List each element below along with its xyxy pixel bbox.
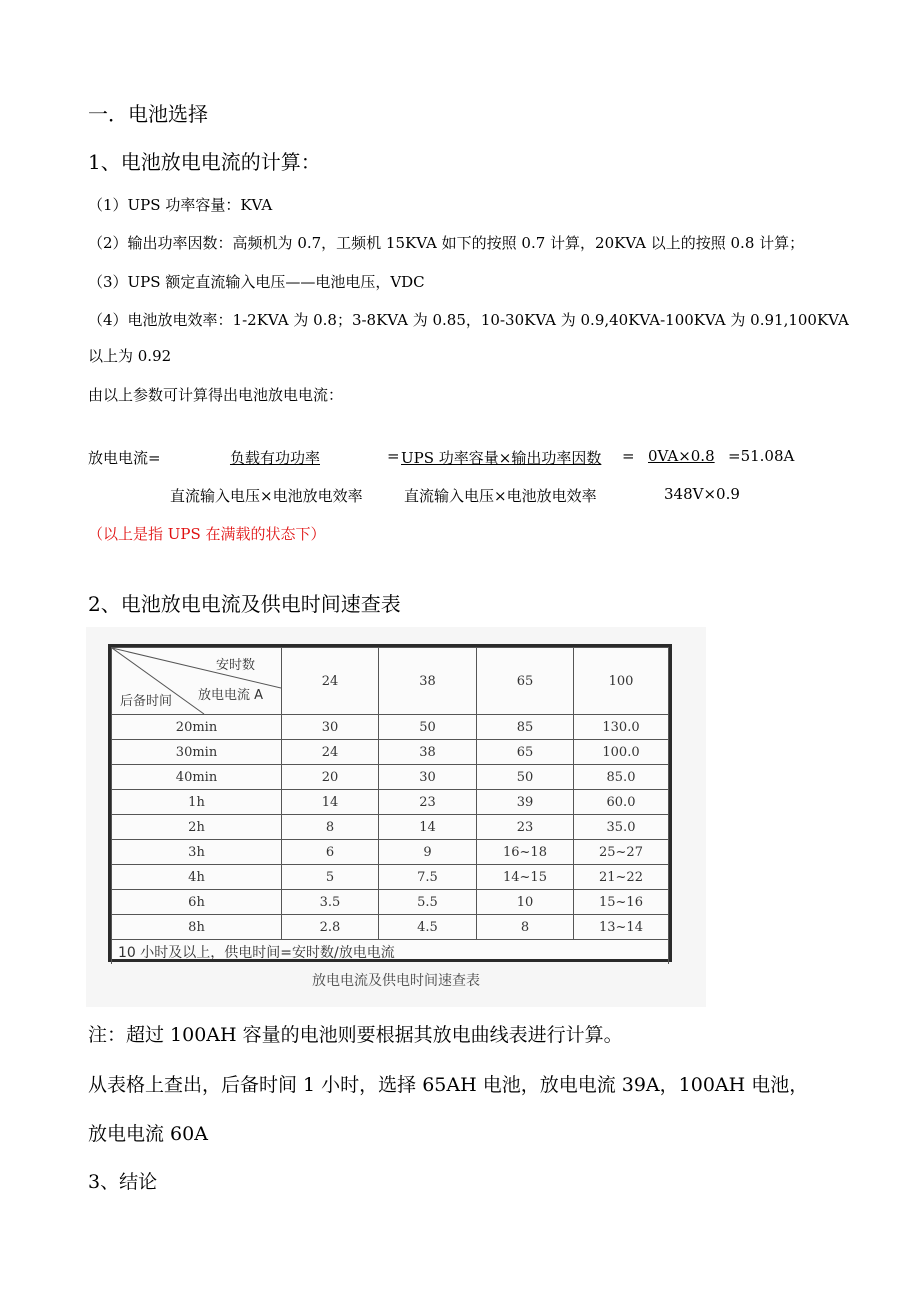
param-line-3: （3）UPS 额定直流输入电压——电池电压，VDC <box>88 273 425 291</box>
table-row <box>112 890 669 915</box>
subsection-title-3: 3、结论 <box>88 1171 158 1193</box>
table-cell: 7.5 <box>379 865 477 890</box>
full-load-note: （以上是指 UPS 在满载的状态下） <box>88 525 326 543</box>
table-cell: 60.0 <box>574 790 669 815</box>
row-time-cell: 2h <box>112 815 282 840</box>
corner-current-label: 放电电流 A <box>198 688 264 703</box>
table-cell: 21~22 <box>574 865 669 890</box>
table-cell: 3.5 <box>282 890 379 915</box>
table-caption: 放电电流及供电时间速查表 <box>312 973 480 989</box>
table-cell: 39 <box>477 790 574 815</box>
table-row <box>112 815 669 840</box>
table-cell: 16~18 <box>477 840 574 865</box>
row-time-cell: 20min <box>112 715 282 740</box>
table-cell: 38 <box>379 740 477 765</box>
table-cell: 50 <box>477 765 574 790</box>
lookup-table <box>108 644 672 962</box>
formula-equals-2: = <box>622 447 635 465</box>
lookup-line-2: 放电电流 60A <box>88 1123 208 1145</box>
table-row <box>112 765 669 790</box>
table-cell: 35.0 <box>574 815 669 840</box>
table-cell: 20 <box>282 765 379 790</box>
table-cell: 14 <box>379 815 477 840</box>
row-time-cell: 1h <box>112 790 282 815</box>
table-cell: 6 <box>282 840 379 865</box>
row-time-cell: 30min <box>112 740 282 765</box>
row-time-cell: 8h <box>112 915 282 940</box>
formula-numerator-2: UPS 功率容量×输出功率因数 <box>401 449 602 467</box>
table-cell: 30 <box>379 765 477 790</box>
column-header: 24 <box>282 648 379 715</box>
table-cell: 10 <box>477 890 574 915</box>
table-cell: 85 <box>477 715 574 740</box>
table-cell: 65 <box>477 740 574 765</box>
row-time-cell: 40min <box>112 765 282 790</box>
table-cell: 2.8 <box>282 915 379 940</box>
table-cell: 9 <box>379 840 477 865</box>
param-line-4: （4）电池放电效率：1-2KVA 为 0.8；3-8KVA 为 0.85，10-30KVA 为 0.9,40KVA-100KVA 为 0.91,100KVA <box>88 311 849 329</box>
calc-intro: 由以上参数可计算得出电池放电电流： <box>88 386 344 404</box>
subsection-title-1: 1、电池放电电流的计算： <box>88 150 321 174</box>
formula-lhs: 放电电流= <box>88 449 161 467</box>
table-cell: 14~15 <box>477 865 574 890</box>
table-cell: 85.0 <box>574 765 669 790</box>
table-row <box>112 915 669 940</box>
formula-numerator-3: 0VA×0.8 <box>648 447 715 465</box>
lookup-table-image <box>86 627 706 1007</box>
corner-time-label: 后备时间 <box>120 694 173 709</box>
table-cell: 14 <box>282 790 379 815</box>
capacity-note: 注：超过 100AH 容量的电池则要根据其放电曲线表进行计算。 <box>88 1024 623 1046</box>
formula-denominator-2: 直流输入电压×电池放电效率 <box>404 487 597 505</box>
subsection-title-2: 2、电池放电电流及供电时间速查表 <box>88 592 401 616</box>
corner-ah-label: 安时数 <box>216 658 256 673</box>
formula-denominator-1: 直流输入电压×电池放电效率 <box>170 487 363 505</box>
table-cell: 8 <box>477 915 574 940</box>
table-cell: 30 <box>282 715 379 740</box>
section-title: 一．电池选择 <box>88 102 208 126</box>
param-line-2: （2）输出功率因数：高频机为 0.7，工频机 15KVA 如下的按照 0.7 计算，20KVA 以上的按照 0.8 计算； <box>88 234 805 252</box>
formula-equals-1: = <box>387 447 400 465</box>
row-time-cell: 3h <box>112 840 282 865</box>
column-header: 38 <box>379 648 477 715</box>
table-header-row <box>112 648 669 715</box>
formula-result: =51.08A <box>728 447 795 465</box>
table-cell: 50 <box>379 715 477 740</box>
row-time-cell: 6h <box>112 890 282 915</box>
column-header: 100 <box>574 648 669 715</box>
table-cell: 13~14 <box>574 915 669 940</box>
table-row <box>112 790 669 815</box>
table-cell: 5 <box>282 865 379 890</box>
row-time-cell: 4h <box>112 865 282 890</box>
table-cell: 15~16 <box>574 890 669 915</box>
table-cell: 5.5 <box>379 890 477 915</box>
table-cell: 23 <box>477 815 574 840</box>
table-row <box>112 840 669 865</box>
table-cell: 8 <box>282 815 379 840</box>
table-cell: 25~27 <box>574 840 669 865</box>
table-row <box>112 865 669 890</box>
table-corner-cell <box>112 648 282 715</box>
table-cell: 100.0 <box>574 740 669 765</box>
formula-denominator-3: 348V×0.9 <box>664 485 740 503</box>
table-cell: 23 <box>379 790 477 815</box>
param-line-1: （1）UPS 功率容量：KVA <box>88 196 273 214</box>
column-header: 65 <box>477 648 574 715</box>
table-cell: 130.0 <box>574 715 669 740</box>
table-row <box>112 740 669 765</box>
lookup-line-1: 从表格上查出，后备时间 1 小时，选择 65AH 电池，放电电流 39A，100AH 电池， <box>88 1074 809 1096</box>
table-footnote: 10 小时及以上，供电时间=安时数/放电电流 <box>112 940 669 965</box>
table-cell: 4.5 <box>379 915 477 940</box>
table-footnote-row <box>112 940 669 965</box>
param-line-5: 以上为 0.92 <box>88 347 172 365</box>
formula-numerator-1: 负载有功功率 <box>229 449 320 467</box>
table-row <box>112 715 669 740</box>
table-cell: 24 <box>282 740 379 765</box>
